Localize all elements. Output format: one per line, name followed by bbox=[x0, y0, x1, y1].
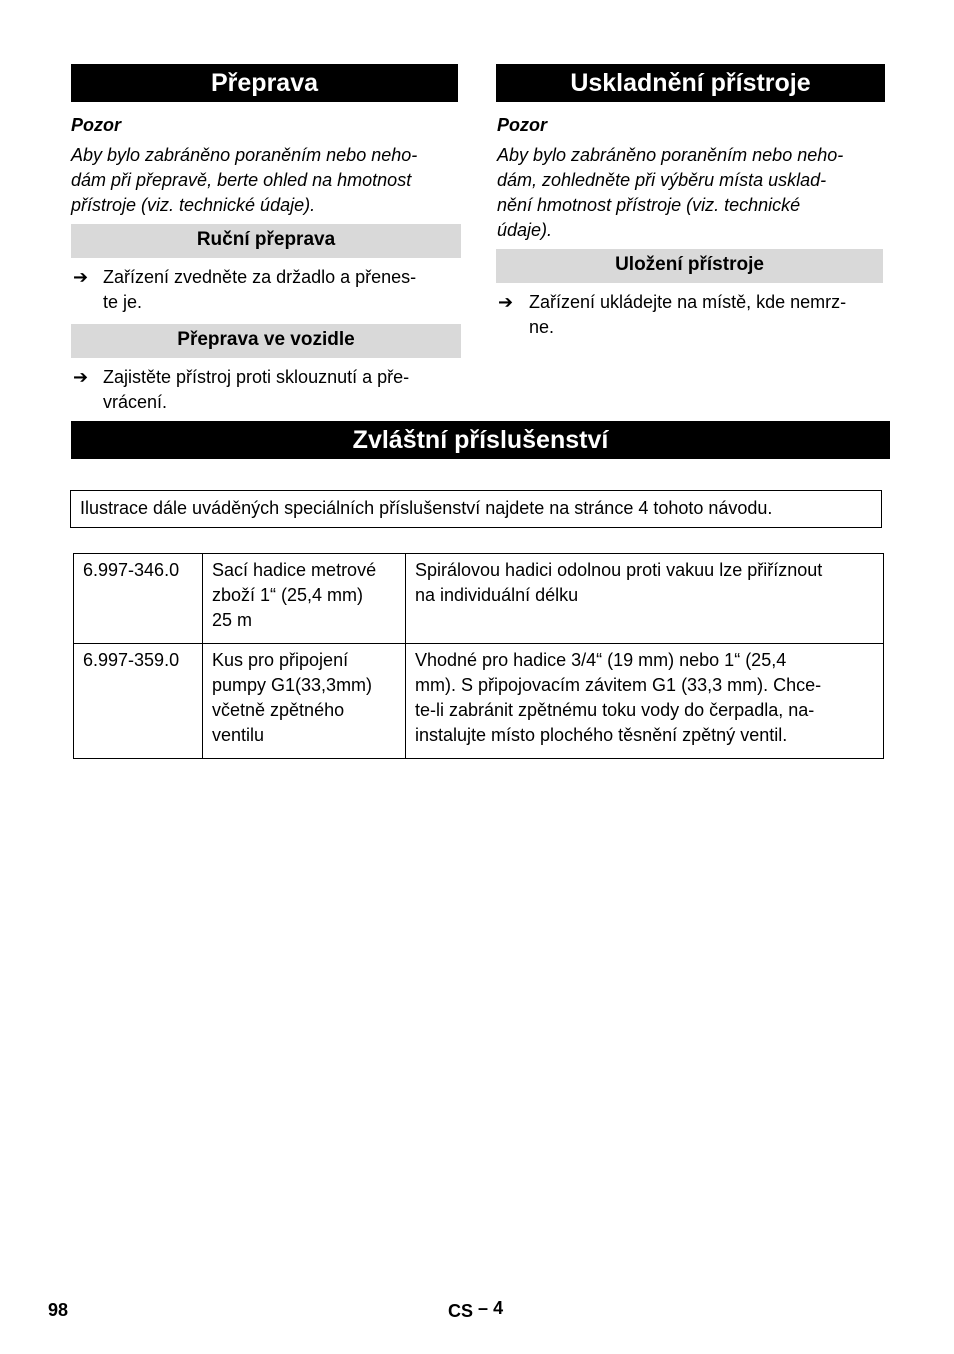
text-line: Sací hadice metrové bbox=[212, 560, 377, 580]
text-line: přístroje (viz. technické údaje). bbox=[71, 195, 316, 215]
text-line: zboží 1“ (25,4 mm) bbox=[212, 585, 364, 605]
part-description-cell bbox=[406, 554, 884, 644]
transport-heading: Přeprava bbox=[71, 64, 458, 102]
manual-transport-heading: Ruční přeprava bbox=[71, 224, 461, 258]
text-line: dám, zohledněte při výběru místa usklad- bbox=[497, 170, 827, 190]
text-line: údaje). bbox=[497, 220, 553, 240]
footer-section-label bbox=[448, 1298, 503, 1319]
text-line: Zařízení zvedněte za držadlo a přenes- bbox=[103, 267, 417, 287]
text-line: 25 m bbox=[212, 610, 253, 630]
manual-transport-step bbox=[103, 265, 416, 315]
footer-dash: – bbox=[478, 1298, 489, 1318]
part-number-cell: 6.997-359.0 bbox=[74, 644, 203, 759]
part-number-cell: 6.997-346.0 bbox=[74, 554, 203, 644]
placement-heading: Uložení přístroje bbox=[496, 249, 883, 283]
placement-step bbox=[529, 290, 846, 340]
footer-section-page: 4 bbox=[493, 1298, 504, 1318]
accessories-info-box: Ilustrace dále uváděných speciálních příslušenství najdete na stránce 4 tohoto návodu. bbox=[70, 490, 882, 528]
text-line: Zajistěte přístroj proti sklouznutí a pře- bbox=[103, 367, 410, 387]
arrow-right-icon: ➔ bbox=[73, 267, 89, 287]
text-line: instalujte místo plochého těsnění zpětný ventil. bbox=[415, 725, 788, 745]
storage-note-text bbox=[497, 143, 843, 243]
text-line: ventilu bbox=[212, 725, 265, 745]
transport-note-title: Pozor bbox=[71, 115, 122, 135]
storage-note-title: Pozor bbox=[497, 115, 548, 135]
text-line: Kus pro připojení bbox=[212, 650, 349, 670]
part-description-cell bbox=[406, 644, 884, 759]
text-line: Zařízení ukládejte na místě, kde nemrz- bbox=[529, 292, 847, 312]
page-number: 98 bbox=[48, 1300, 69, 1320]
text-line: dám při přepravě, berte ohled na hmotnost bbox=[71, 170, 412, 190]
part-name-cell bbox=[203, 644, 406, 759]
text-line: te-li zabránit zpětnému toku vody do čerpadla, na- bbox=[415, 700, 815, 720]
part-name-cell bbox=[203, 554, 406, 644]
table-row bbox=[74, 644, 884, 759]
storage-heading: Uskladnění přístroje bbox=[496, 64, 885, 102]
text-line: mm). S připojovacím závitem G1 (33,3 mm). Chce- bbox=[415, 675, 822, 695]
vehicle-transport-step bbox=[103, 365, 409, 415]
table-row bbox=[74, 554, 884, 644]
text-line: Spirálovou hadici odolnou proti vakuu lze přiříznout bbox=[415, 560, 823, 580]
accessories-table bbox=[73, 553, 884, 759]
vehicle-transport-heading: Přeprava ve vozidle bbox=[71, 324, 461, 358]
accessories-heading: Zvláštní příslušenství bbox=[71, 421, 890, 459]
text-line: Aby bylo zabráněno poraněním nebo neho- bbox=[71, 145, 418, 165]
text-line: Vhodné pro hadice 3/4“ (19 mm) nebo 1“ (25,4 bbox=[415, 650, 787, 670]
arrow-right-icon: ➔ bbox=[498, 292, 514, 312]
text-line: včetně zpětného bbox=[212, 700, 345, 720]
text-line: nění hmotnost přístroje (viz. technické bbox=[497, 195, 801, 215]
text-line: ne. bbox=[529, 317, 555, 337]
text-line: vrácení. bbox=[103, 392, 168, 412]
transport-note-text bbox=[71, 143, 417, 218]
text-line: te je. bbox=[103, 292, 143, 312]
text-line: pumpy G1(33,3mm) bbox=[212, 675, 373, 695]
arrow-right-icon: ➔ bbox=[73, 367, 89, 387]
text-line: na individuální délku bbox=[415, 585, 579, 605]
footer-lang: CS bbox=[448, 1301, 474, 1321]
text-line: Aby bylo zabráněno poraněním nebo neho- bbox=[497, 145, 844, 165]
